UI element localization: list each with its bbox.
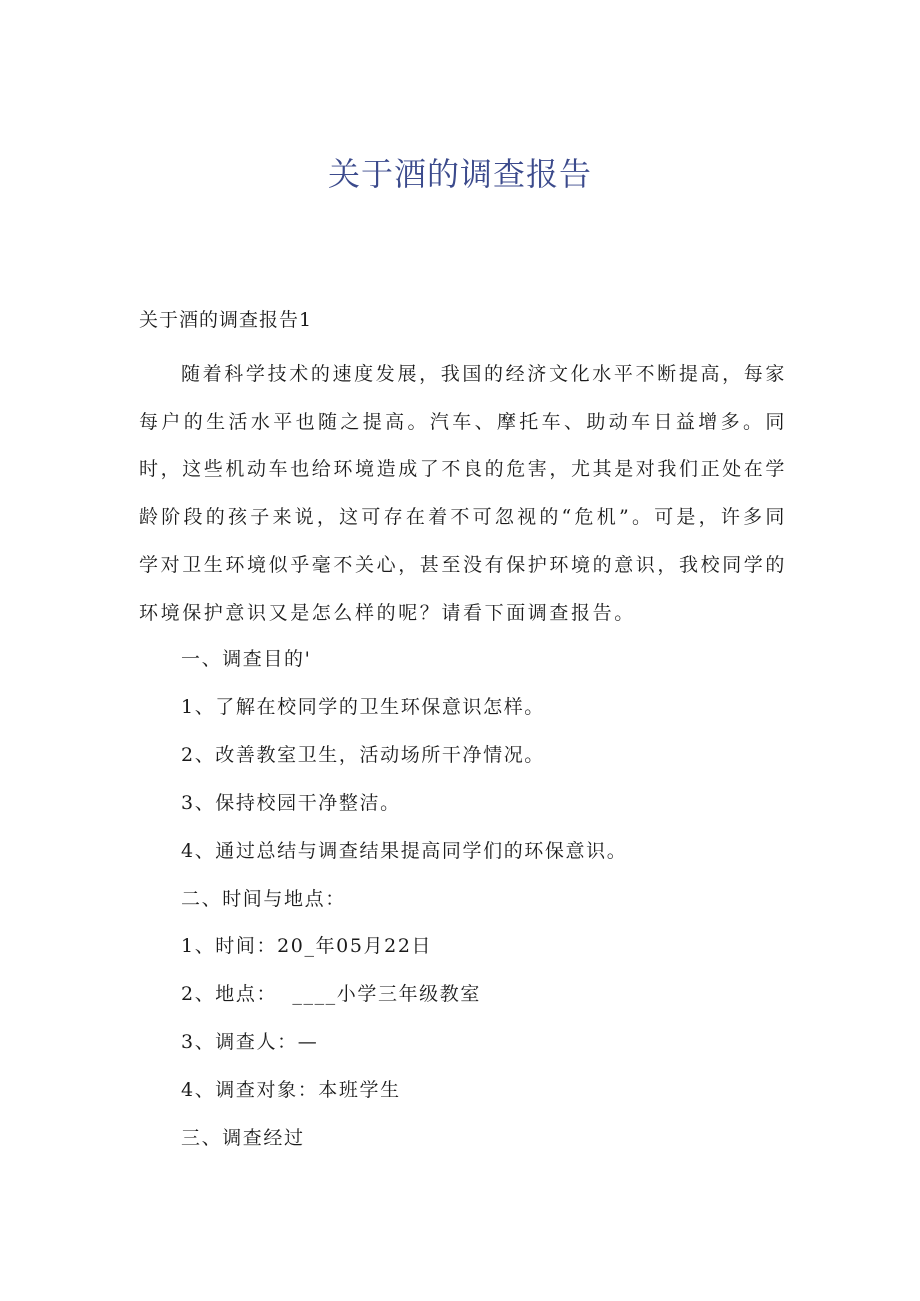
outline-item-subject: 4、调查对象：本班学生 — [181, 1079, 401, 1102]
outline-item-purpose-heading: 一、调查目的' — [181, 648, 312, 670]
outline-item: 1、了解在校同学的卫生环保意识怎样。 — [181, 695, 545, 718]
outline-item-investigator: 3、调查人：— — [181, 1031, 319, 1054]
outline-item-place: 2、地点： ____小学三年级教室 — [181, 983, 481, 1006]
outline-item-time: 1、时间：20_年05月22日 — [181, 935, 433, 958]
outline-item: 3、保持校园干净整洁。 — [181, 791, 401, 814]
outline-item: 4、通过总结与调查结果提高同学们的环保意识。 — [181, 839, 628, 862]
report-outline — [181, 636, 627, 1163]
document-title: 关于酒的调查报告 — [327, 155, 592, 193]
intro-paragraph: 随着科学技术的速度发展，我国的经济文化水平不断提高，每家每户的生活水平也随之提高。汽车、摩托车、助动车日益增多。同时，这些机动车也给环境造成了不良的危害，尤其是对我们正处在学龄阶段的孩子来说，这可存在着不可忽视的“危机”。可是，许多同学对卫生环境似乎毫不关心，甚至没有保护环境的意识，我校同学的环境保护意识又是怎么样的呢？请看下面调查报告。 — [139, 363, 788, 624]
outline-item: 2、改善教室卫生，活动场所干净情况。 — [181, 743, 545, 766]
section-heading: 关于酒的调查报告1 — [139, 309, 313, 331]
outline-item-process-heading: 三、调查经过 — [181, 1127, 305, 1150]
outline-item-time-place-heading: 二、时间与地点： — [181, 887, 346, 910]
